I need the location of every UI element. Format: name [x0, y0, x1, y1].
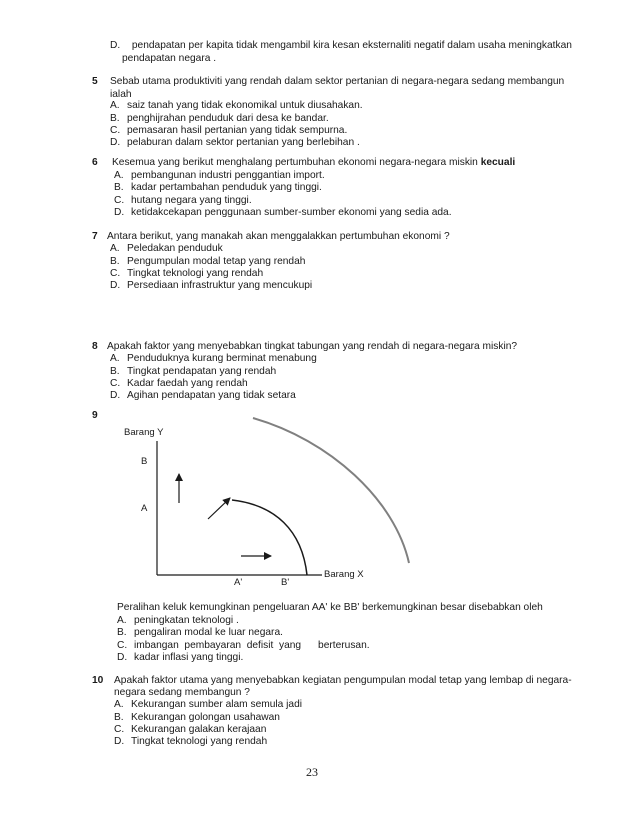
q9-option-d — [117, 652, 243, 664]
option-text: kadar inflasi yang tinggi. — [134, 652, 244, 663]
option-letter: B. — [110, 366, 120, 377]
option-letter: A. — [114, 170, 124, 181]
option-text: Kekurangan golongan usahawan — [131, 712, 280, 723]
q8-number: 8 — [92, 341, 98, 352]
option-letter: C. — [114, 195, 125, 206]
q5-number: 5 — [92, 76, 98, 87]
option-letter: C. — [114, 724, 125, 735]
option-letter: D. — [110, 137, 121, 148]
label-b-prime: B' — [281, 577, 290, 588]
ppf-curve-bb — [253, 418, 409, 563]
option-letter: C. — [110, 268, 121, 279]
option-text: Tingkat pendapatan yang rendah — [127, 366, 277, 377]
x-axis-label: Barang X — [324, 569, 364, 580]
q10-number: 10 — [92, 675, 104, 686]
option-text: ketidakcekapan penggunaan sumber-sumber ekonomi yang sedia ada. — [131, 207, 452, 218]
option-text: Tingkat teknologi yang rendah — [127, 268, 264, 279]
q10-stem: Apakah faktor utama yang menyebabkan kegiatan pengumpulan modal tetap yang lembap di negara- — [114, 675, 572, 686]
q10-stem-continued: negara sedang membangun ? — [114, 687, 250, 698]
option-text: imbangan pembayaran defisit yang berterusan. — [134, 640, 370, 651]
option-text: hutang negara yang tinggi. — [131, 195, 252, 206]
option-letter: B. — [114, 712, 124, 723]
option-letter: A. — [117, 615, 127, 626]
option-letter: A. — [110, 243, 120, 254]
q5-stem: Sebab utama produktiviti yang rendah dalam sektor pertanian di negara-negara sedang membangun — [110, 76, 565, 87]
option-text: pengaliran modal ke luar negara. — [134, 627, 283, 638]
option-letter: D. — [110, 280, 121, 291]
ppf-curve-aa — [232, 500, 307, 575]
q7-stem: Antara berikut, yang manakah akan menggalakkan pertumbuhan ekonomi ? — [107, 231, 450, 242]
label-b: B — [141, 456, 148, 467]
q6-stem-keyword: kecuali — [480, 157, 516, 168]
option-text: kadar pertambahan penduduk yang tinggi. — [131, 182, 322, 193]
option-letter: D. — [117, 652, 128, 663]
q4-option-d-continued: pendapatan negara . — [122, 53, 217, 64]
q9-stem: Peralihan keluk kemungkinan pengeluaran AA' ke BB' berkemungkinan besar disebabkan oleh — [117, 602, 543, 613]
option-text: Tingkat teknologi yang rendah — [131, 736, 268, 747]
option-text: peningkatan teknologi . — [134, 615, 239, 626]
q9-number: 9 — [92, 410, 98, 421]
q7-number: 7 — [92, 231, 98, 242]
option-text: pemasaran hasil pertanian yang tidak sempurna. — [127, 125, 348, 136]
label-a-prime: A' — [234, 577, 243, 588]
q5-stem-continued: ialah — [110, 89, 132, 100]
option-text: Agihan pendapatan yang tidak setara — [127, 390, 296, 401]
y-axis-label: Barang Y — [124, 427, 164, 438]
option-letter: C. — [117, 640, 128, 651]
q9-option-a — [117, 615, 239, 627]
option-text: Pengumpulan modal tetap yang rendah — [127, 256, 306, 267]
option-text: Kekurangan galakan kerajaan — [131, 724, 267, 735]
q10-option-b — [114, 712, 280, 724]
option-text: Kekurangan sumber alam semula jadi — [131, 699, 303, 710]
option-letter: A. — [110, 353, 120, 364]
q6-stem-text: Kesemua yang berikut menghalang pertumbuhan ekonomi negara-negara miskin — [112, 157, 478, 168]
q8-stem: Apakah faktor yang menyebabkan tingkat tabungan yang rendah di negara-negara miskin? — [107, 341, 518, 352]
q9-option-c — [117, 640, 370, 652]
q10-option-d — [114, 736, 267, 748]
option-letter: C. — [110, 125, 121, 136]
option-text: Penduduknya kurang berminat menabung — [127, 353, 317, 364]
option-letter: D. — [114, 736, 125, 747]
option-text: pelaburan dalam sektor pertanian yang berlebihan . — [127, 137, 360, 148]
option-letter: D. — [110, 40, 121, 51]
label-a: A — [141, 503, 148, 514]
option-text: saiz tanah yang tidak ekonomikal untuk diusahakan. — [127, 100, 363, 111]
option-letter: A. — [114, 699, 124, 710]
option-text: Kadar faedah yang rendah — [127, 378, 248, 389]
option-letter: B. — [110, 256, 120, 267]
option-text: Peledakan penduduk — [127, 243, 223, 254]
q10-option-c — [114, 724, 266, 736]
option-letter: B. — [117, 627, 127, 638]
option-letter: B. — [110, 113, 120, 124]
option-text: pendapatan per kapita tidak mengambil kira kesan eksternaliti negatif dalam usaha meningkatkan — [131, 40, 572, 51]
option-text: penghijrahan penduduk dari desa ke bandar. — [127, 113, 329, 124]
option-letter: D. — [110, 390, 121, 401]
option-letter: B. — [114, 182, 124, 193]
arrow-diagonal-icon — [208, 498, 230, 519]
q10-option-a — [114, 699, 302, 711]
option-text: pembangunan industri penggantian import. — [131, 170, 325, 181]
q9-option-b — [117, 627, 283, 639]
q6-number: 6 — [92, 157, 98, 168]
option-letter: A. — [110, 100, 120, 111]
option-letter: D. — [114, 207, 125, 218]
option-letter: C. — [110, 378, 121, 389]
option-text: Persediaan infrastruktur yang mencukupi — [127, 280, 313, 291]
page-number: 23 — [306, 765, 318, 779]
